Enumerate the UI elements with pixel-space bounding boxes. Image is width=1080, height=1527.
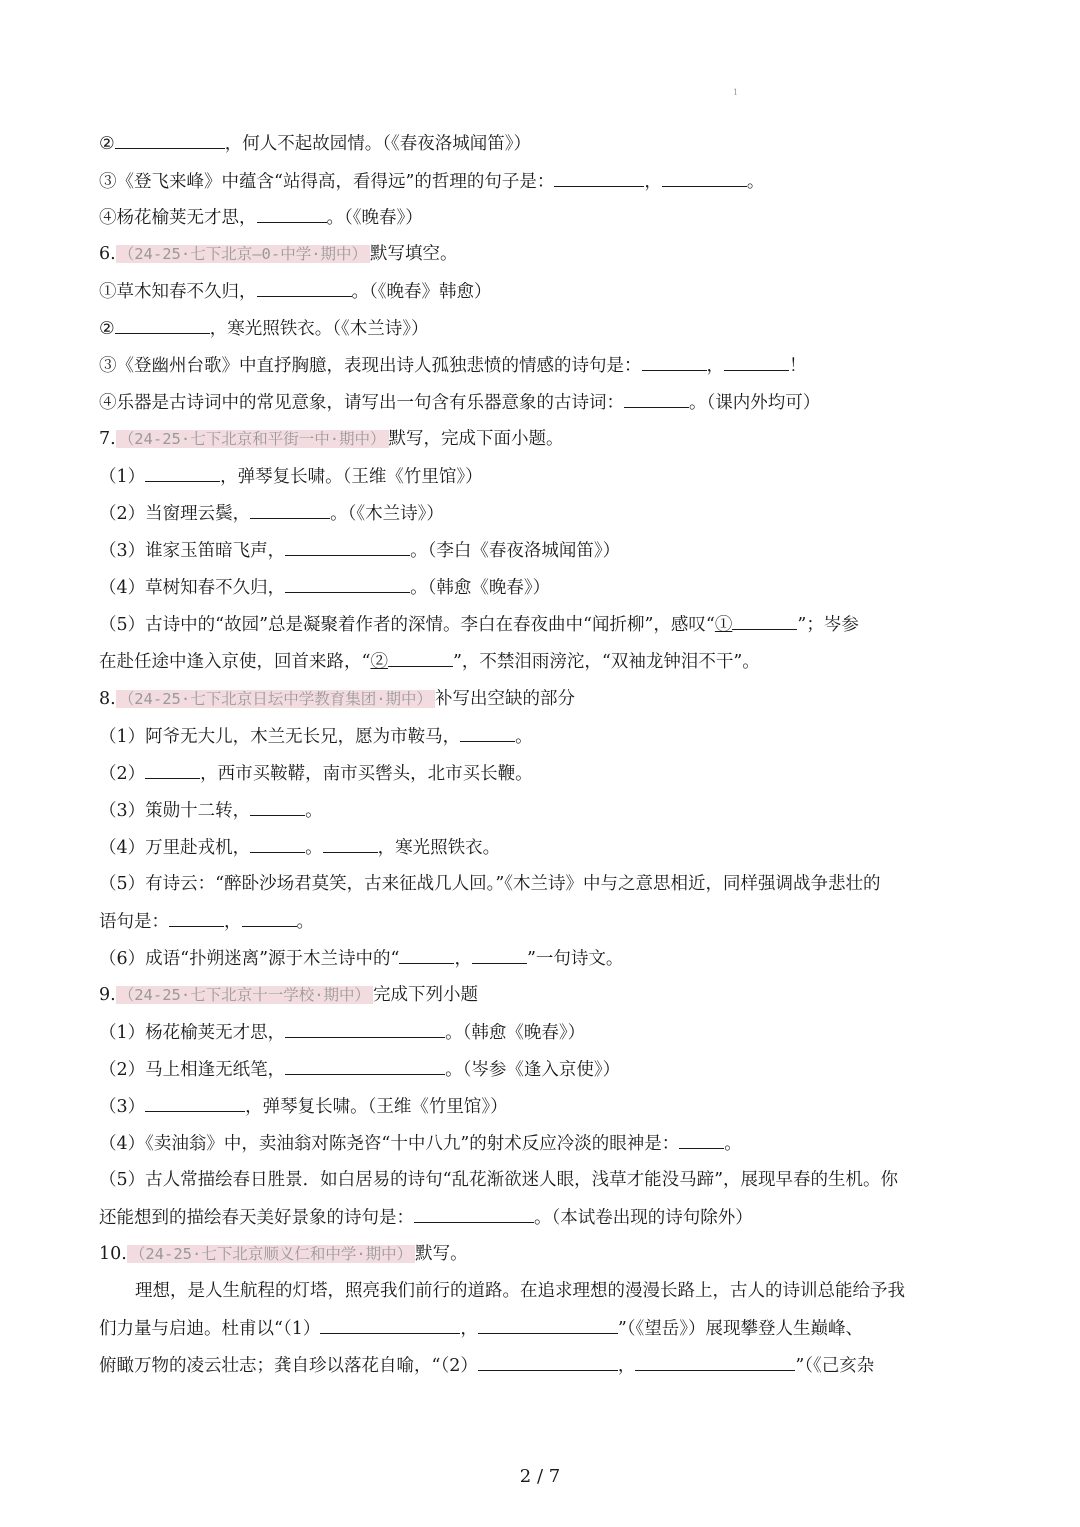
- q7-line-4: [99, 574, 550, 600]
- question-number: 7.: [99, 429, 116, 449]
- text: 。（李白《春夜洛城闻笛》）: [410, 541, 621, 561]
- answer-blank[interactable]: [285, 574, 410, 593]
- q7-line-5: [99, 611, 859, 637]
- q7-header: [99, 426, 564, 452]
- answer-blank[interactable]: [145, 760, 200, 779]
- answer-blank[interactable]: [250, 500, 330, 519]
- answer-blank[interactable]: [169, 908, 224, 927]
- q5-line-4: [99, 204, 423, 230]
- text: ，寒光照铁衣。（《木兰诗》）: [209, 319, 429, 339]
- q9-line-2: [99, 1056, 620, 1082]
- text: 语句是：: [99, 912, 169, 932]
- text: ！: [789, 356, 807, 376]
- text: ②: [99, 319, 115, 339]
- answer-blank[interactable]: [285, 1019, 445, 1038]
- text: 。（《晚春》韩愈）: [351, 282, 492, 302]
- question-source-tag: （24-25·七下北京顺义仁和中学·期中）: [127, 1245, 415, 1263]
- text: 。（《晚春》）: [326, 208, 423, 228]
- text: ，: [706, 356, 724, 376]
- q9-header: [99, 982, 478, 1008]
- q5-line-3: [99, 168, 764, 194]
- answer-blank[interactable]: [679, 1130, 724, 1149]
- q9-line-5: [99, 1167, 898, 1193]
- q7-line-2: [99, 500, 444, 526]
- text: ④杨花榆荚无才思，: [99, 208, 257, 228]
- q10-paragraph-line-1: [135, 1278, 905, 1304]
- text: ”；岑参: [797, 615, 859, 635]
- question-source-tag: （24-25·七下北京十一学校·期中）: [116, 986, 373, 1004]
- text: （3）: [99, 1097, 146, 1117]
- text: （1）阿爷无大儿，木兰无长兄，愿为市鞍马，: [99, 727, 461, 747]
- q10-paragraph-line-3: [99, 1352, 874, 1378]
- q8-line-6: [99, 908, 314, 934]
- text: 。: [296, 912, 314, 932]
- text: ”一句诗文。: [526, 949, 624, 969]
- text: （5）古诗中的“故园”总是凝聚着作者的深情。李白在春夜曲中“闻折柳”，感叹“: [99, 615, 715, 635]
- q6-line-2: [99, 315, 428, 341]
- text: ②: [99, 134, 115, 154]
- text: （2）马上相逢无纸笔，: [99, 1060, 286, 1080]
- answer-blank[interactable]: [732, 611, 797, 630]
- text: ”，不禁泪雨滂沱，“双袖龙钟泪不干”。: [452, 652, 760, 672]
- text: ，西市买鞍鞯，南市买辔头，北市买长鞭。: [200, 764, 533, 784]
- text: ”（《望岳》）展现攀登人生巅峰、: [617, 1319, 864, 1339]
- question-title: 默写。: [415, 1244, 468, 1264]
- answer-blank[interactable]: [478, 1315, 618, 1334]
- answer-blank[interactable]: [257, 278, 352, 297]
- text: ，: [460, 1319, 478, 1339]
- answer-blank[interactable]: [257, 204, 327, 223]
- answer-blank[interactable]: [624, 389, 689, 408]
- q10-header: [99, 1241, 468, 1267]
- text: 。: [724, 1134, 742, 1154]
- question-number: 6.: [99, 244, 116, 264]
- question-title: 补写出空缺的部分: [435, 689, 576, 709]
- text: ④乐器是古诗词中的常见意象，请写出一句含有乐器意象的古诗词：: [99, 393, 624, 413]
- answer-blank[interactable]: [414, 1204, 534, 1223]
- text: ，: [224, 912, 242, 932]
- q6-line-1: [99, 278, 492, 304]
- text: （1）: [99, 467, 146, 487]
- q10-paragraph-line-2: [99, 1315, 863, 1341]
- q8-line-3: [99, 797, 323, 823]
- answer-blank[interactable]: [460, 723, 515, 742]
- text: 。（课内外均可）: [689, 393, 821, 413]
- q6-line-3: [99, 352, 807, 378]
- text: 理想，是人生航程的灯塔，照亮我们前行的道路。在追求理想的漫漫长路上，古人的诗训总能给予我: [135, 1281, 905, 1301]
- q9-line-4: [99, 1130, 742, 1156]
- q6-header: [99, 241, 458, 267]
- answer-blank[interactable]: [285, 1056, 445, 1075]
- blank-marker-2: ②: [370, 652, 388, 672]
- answer-blank[interactable]: [145, 1093, 245, 1112]
- q8-line-7: [99, 945, 623, 971]
- q9-line-6: [99, 1204, 753, 1230]
- text: 们力量与启迪。杜甫以“（1）: [99, 1319, 321, 1339]
- q8-header: [99, 686, 575, 712]
- question-title: 默写填空。: [370, 244, 458, 264]
- text: ，寒光照铁衣。: [377, 838, 501, 858]
- q9-line-1: [99, 1019, 585, 1045]
- text: （2）当窗理云鬓，: [99, 504, 251, 524]
- answer-blank[interactable]: [472, 945, 527, 964]
- question-number: 9.: [99, 985, 116, 1005]
- page-number: 2 / 7: [519, 1466, 561, 1487]
- q6-line-4: [99, 389, 820, 415]
- q8-line-5: [99, 871, 881, 897]
- text: （4）《卖油翁》中，卖油翁对陈尧咨“十中八九”的射术反应冷淡的眼神是：: [99, 1134, 680, 1154]
- q8-line-4: [99, 834, 500, 860]
- q5-line-2: [99, 130, 531, 156]
- text: ，: [644, 172, 662, 192]
- text: ，何人不起故园情。（《春夜洛城闻笛》）: [224, 134, 531, 154]
- question-title: 完成下列小题: [373, 985, 479, 1005]
- text: （4）万里赴戎机，: [99, 838, 251, 858]
- text: 。（本试卷出现的诗句除外）: [534, 1208, 753, 1228]
- text: （4）草树知春不久归，: [99, 578, 286, 598]
- text: ③《登飞来峰》中蕴含“站得高，看得远”的哲理的句子是：: [99, 172, 555, 192]
- q7-line-6: [99, 648, 760, 674]
- text: 。（韩愈《晚春》）: [410, 578, 551, 598]
- answer-blank[interactable]: [250, 797, 305, 816]
- answer-blank[interactable]: [399, 945, 454, 964]
- q8-line-2: [99, 760, 533, 786]
- answer-blank[interactable]: [115, 130, 225, 149]
- q7-line-3: [99, 537, 620, 563]
- text: （6）成语“扑朔迷离”源于木兰诗中的“: [99, 949, 400, 969]
- answer-blank[interactable]: [478, 1352, 618, 1371]
- text: ，弹琴复长啸。（王维《竹里馆》）: [245, 1097, 508, 1117]
- answer-blank[interactable]: [242, 908, 297, 927]
- question-source-tag: （24-25·七下北京—0-中学·期中）: [116, 245, 370, 263]
- answer-blank[interactable]: [285, 537, 410, 556]
- question-number: 10.: [99, 1244, 127, 1264]
- text: ，: [617, 1356, 636, 1376]
- text: （1）杨花榆荚无才思，: [99, 1023, 286, 1043]
- text: （3）策勋十二转，: [99, 801, 251, 821]
- text: ，: [454, 949, 472, 969]
- page-corner-mark: 1: [733, 88, 739, 97]
- question-source-tag: （24-25·七下北京和平街一中·期中）: [116, 430, 389, 448]
- answer-blank[interactable]: [635, 1352, 795, 1371]
- q9-line-3: [99, 1093, 508, 1119]
- text: ，弹琴复长啸。（王维《竹里馆》）: [220, 467, 483, 487]
- answer-blank[interactable]: [662, 168, 747, 187]
- answer-blank[interactable]: [145, 463, 220, 482]
- text: 。: [515, 727, 533, 747]
- q7-line-1: [99, 463, 483, 489]
- text: 。: [305, 838, 323, 858]
- blank-marker-1: ①: [714, 615, 733, 635]
- text: （2）: [99, 764, 146, 784]
- answer-blank[interactable]: [323, 834, 378, 853]
- text: 在赴任途中逢入京使，回首来路，“: [99, 652, 371, 672]
- text: 。（《木兰诗》）: [330, 504, 444, 524]
- question-number: 8.: [99, 689, 116, 709]
- text: 。（韩愈《晚春》）: [445, 1023, 586, 1043]
- text: （5）有诗云：“醉卧沙场君莫笑，古来征战几人回。”《木兰诗》中与之意思相近，同样强调战争悲壮的: [99, 874, 881, 894]
- answer-blank[interactable]: [320, 1315, 460, 1334]
- text: 。: [305, 801, 323, 821]
- text: 还能想到的描绘春天美好景象的诗句是：: [99, 1208, 414, 1228]
- answer-blank[interactable]: [250, 834, 305, 853]
- answer-blank[interactable]: [642, 352, 707, 371]
- text: ①草木知春不久归，: [99, 282, 257, 302]
- text: （3）谁家玉笛暗飞声，: [99, 541, 286, 561]
- answer-blank[interactable]: [388, 648, 453, 667]
- text: （5）古人常描绘春日胜景．如白居易的诗句“乱花渐欲迷人眼，浅草才能没马蹄”，展现早春的生机。你: [99, 1170, 899, 1190]
- question-title: 默写，完成下面小题。: [388, 429, 564, 449]
- text: 俯瞰万物的凌云壮志；龚自珍以落花自喻，“（2）: [99, 1356, 478, 1376]
- answer-blank[interactable]: [724, 352, 789, 371]
- text: 。（岑参《逢入京使》）: [445, 1060, 621, 1080]
- answer-blank[interactable]: [115, 315, 210, 334]
- answer-blank[interactable]: [554, 168, 644, 187]
- text: 。: [746, 172, 765, 192]
- text: ③《登幽州台歌》中直抒胸臆，表现出诗人孤独悲愤的情感的诗句是：: [99, 356, 642, 376]
- q8-line-1: [99, 723, 533, 749]
- question-source-tag: （24-25·七下北京日坛中学教育集团·期中）: [116, 690, 435, 708]
- text: ”（《己亥杂: [795, 1356, 875, 1376]
